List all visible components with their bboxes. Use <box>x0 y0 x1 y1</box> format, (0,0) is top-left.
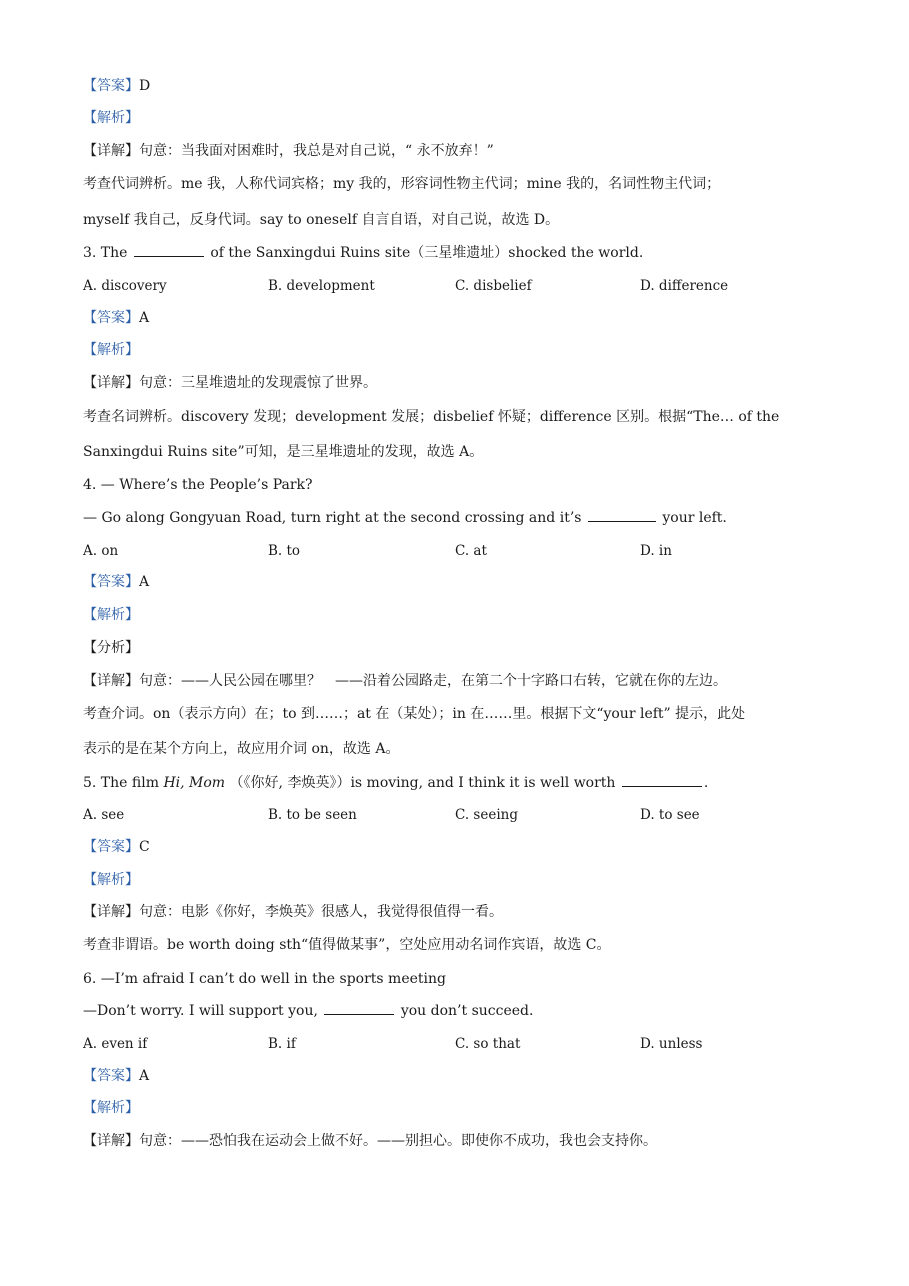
detail-text: 句意：当我面对困难时，我总是对自己说，“ 永不放弃！” <box>139 143 494 159</box>
answer-line <box>83 838 150 856</box>
answer-tag: 【答案】 <box>83 839 139 855</box>
answer-tag: 【答案】 <box>83 574 139 590</box>
detail-tag: 【详解】 <box>83 904 139 920</box>
film-title: Hi, Mom <box>163 775 226 791</box>
question-6-response <box>83 1002 533 1020</box>
detail-line <box>83 903 503 921</box>
answer-value: A <box>139 1068 150 1084</box>
detail-line <box>83 1132 657 1150</box>
analysis-tag-line <box>83 1099 139 1117</box>
analysis-tag-line <box>83 606 139 624</box>
answer-value: A <box>139 310 150 326</box>
option-d: D. in <box>640 543 672 559</box>
question-text-pre: — Go along Gongyuan Road, turn right at the second crossing and it’s <box>83 510 582 526</box>
question-text-post: . <box>703 775 709 791</box>
analysis-tag: 【解析】 <box>83 342 139 358</box>
option-b: B. to <box>268 543 301 559</box>
detail-tag: 【详解】 <box>83 143 139 159</box>
option-c: C. seeing <box>455 807 518 823</box>
option-c: C. so that <box>455 1036 521 1052</box>
option-a: A. discovery <box>83 278 167 294</box>
question-text-mid: （《你好, 李焕英》）is moving, and I think it is well worth <box>229 775 616 791</box>
analysis-note-tag: 【分析】 <box>83 640 139 656</box>
question-5 <box>83 774 708 792</box>
option-d: D. to see <box>640 807 700 823</box>
answer-value: C <box>139 839 150 855</box>
option-b: B. if <box>268 1036 296 1052</box>
answer-line <box>83 77 150 95</box>
detail-text: 句意：电影《你好，李焕英》很感人，我觉得很值得一看。 <box>139 904 503 920</box>
option-a: A. on <box>83 543 119 559</box>
detail-text: 句意：——恐怕我在运动会上做不好。——别担心。即使你不成功，我也会支持你。 <box>139 1133 657 1149</box>
answer-blank <box>324 1002 394 1015</box>
explanation-line: 考查介词。on（表示方向）在；to 到……；at 在（某处）；in 在……里。根据下文“your left” 提示，此处 <box>83 706 746 722</box>
question-6: 6. —I’m afraid I can’t do well in the sports meeting <box>83 971 446 987</box>
answer-value: D <box>139 78 151 94</box>
explanation-line: myself 我自己，反身代词。say to oneself 自言自语，对自己说，故选 D。 <box>83 212 560 228</box>
question-4: 4. — Where’s the People’s Park? <box>83 477 313 493</box>
answer-tag: 【答案】 <box>83 78 139 94</box>
analysis-note-line <box>83 639 139 657</box>
analysis-tag: 【解析】 <box>83 607 139 623</box>
answer-blank <box>588 509 656 522</box>
option-c: C. at <box>455 543 487 559</box>
explanation-line: 考查名词辨析。discovery 发现；development 发展；disbelief 怀疑；difference 区别。根据“The… of the <box>83 409 780 425</box>
analysis-tag: 【解析】 <box>83 872 139 888</box>
question-text-pre: 5. The film <box>83 775 159 791</box>
question-text-post: you don’t succeed. <box>400 1003 534 1019</box>
detail-line <box>83 672 727 690</box>
question-4-response <box>83 509 727 527</box>
option-b: B. development <box>268 278 375 294</box>
explanation-line: 考查代词辨析。me 我，人称代词宾格；my 我的，形容词性物主代词；mine 我的，名词性物主代词； <box>83 176 721 192</box>
detail-line <box>83 374 377 392</box>
option-a: A. even if <box>83 1036 148 1052</box>
option-b: B. to be seen <box>268 807 357 823</box>
option-a: A. see <box>83 807 125 823</box>
answer-line <box>83 309 149 327</box>
analysis-tag: 【解析】 <box>83 1100 139 1116</box>
detail-line <box>83 142 494 160</box>
question-text-pre: —Don’t worry. I will support you, <box>83 1003 318 1019</box>
analysis-tag-line <box>83 341 139 359</box>
detail-text: 句意：——人民公园在哪里？ ——沿着公园路走，在第二个十字路口右转，它就在你的左边。 <box>139 673 727 689</box>
option-d: D. unless <box>640 1036 703 1052</box>
question-text-post: your left. <box>662 510 727 526</box>
explanation-line: 表示的是在某个方向上，故应用介词 on，故选 A。 <box>83 741 400 757</box>
detail-tag: 【详解】 <box>83 375 139 391</box>
answer-blank <box>622 774 702 787</box>
analysis-tag-line <box>83 109 139 127</box>
answer-line <box>83 1067 149 1085</box>
question-3 <box>83 244 643 262</box>
question-text-post: of the Sanxingdui Ruins site（三星堆遗址）shocked the world. <box>210 245 644 261</box>
answer-blank <box>134 244 204 257</box>
explanation-line: 考查非谓语。be worth doing sth“值得做某事”，空处应用动名词作宾语，故选 C。 <box>83 937 611 953</box>
detail-text: 句意：三星堆遗址的发现震惊了世界。 <box>139 375 377 391</box>
option-c: C. disbelief <box>455 278 532 294</box>
answer-tag: 【答案】 <box>83 1068 139 1084</box>
analysis-tag: 【解析】 <box>83 110 139 126</box>
detail-tag: 【详解】 <box>83 673 139 689</box>
question-text-pre: 3. The <box>83 245 128 261</box>
explanation-line: Sanxingdui Ruins site”可知，是三星堆遗址的发现，故选 A。 <box>83 444 484 460</box>
answer-value: A <box>139 574 150 590</box>
answer-tag: 【答案】 <box>83 310 139 326</box>
answer-line <box>83 573 149 591</box>
option-d: D. difference <box>640 278 729 294</box>
detail-tag: 【详解】 <box>83 1133 139 1149</box>
analysis-tag-line <box>83 871 139 889</box>
